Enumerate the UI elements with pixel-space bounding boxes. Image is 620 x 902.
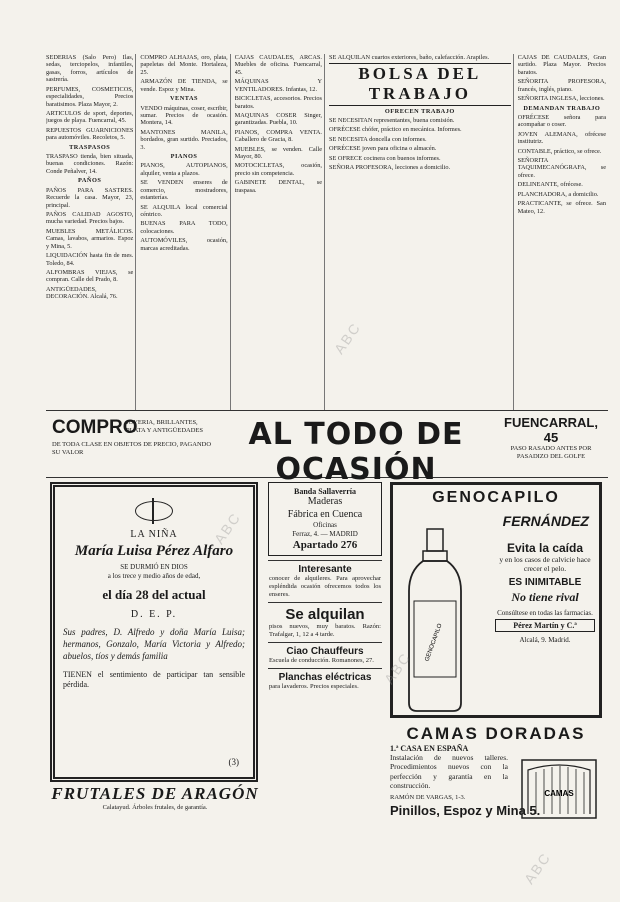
classified-ad: SE VENDEN enseres de comercio, mostradores, estanterías.	[140, 179, 228, 202]
alquilan-body: pisos nuevos, muy baratos. Razón: Trafalgar, 1, 12 a 4 tarde.	[269, 622, 381, 638]
compro-ad	[52, 417, 212, 457]
classified-ad: LIQUIDACIÓN hasta fin de mes. Toledo, 84.	[46, 252, 134, 267]
fuencarral-address	[498, 415, 604, 461]
genocapilo-r3: ES INIMITABLE	[508, 576, 582, 588]
frutales-subtitle: Calatayud. Árboles frutales, de garantía.	[102, 804, 208, 811]
maderas-fabrica: Fábrica en Cuenca	[287, 508, 363, 520]
genocapilo-text	[495, 541, 595, 645]
bed-label: CAMAS	[544, 789, 574, 798]
maderas-title: Maderas	[307, 496, 343, 507]
planchas-title: Planchas eléctricas	[278, 672, 372, 684]
camas-body: Instalación de nuevos talleres. Procedimientos nuevos con la perfección y garantía en la construcción.	[390, 753, 508, 791]
alquilan-title: Se alquilan	[285, 605, 365, 623]
classified-column-2	[140, 54, 230, 410]
camas-doradas-ad	[390, 724, 602, 894]
maderas-address: Ferraz, 4. — MADRID	[292, 529, 358, 538]
genocapilo-brand2: FERNÁNDEZ	[502, 513, 589, 529]
classified-ad: BICICLETAS, accesorios. Precios baratos.	[234, 95, 322, 110]
genocapilo-r4: No tiene rival	[511, 589, 579, 604]
classified-ad: OFRÉCESE joven para oficina o almacén.	[329, 145, 437, 153]
maderas-oficinas: Oficinas	[313, 521, 337, 529]
todo-de-ocasion-title: AL TODO DE OCASIÓN	[248, 417, 464, 487]
classified-ad: JOVEN ALEMANA, ofrécese institutriz.	[517, 130, 606, 146]
classified-ad: CAJAS CAUDALES, ARCAS. Muebles de oficina. Fuencarral, 45.	[234, 54, 322, 76]
frutales-title: FRUTALES DE ARAGÓN	[51, 784, 259, 803]
alquilan-ad	[268, 602, 382, 642]
classified-ad: PIANOS, AUTOPIANOS, alquiler, venta a plazos.	[140, 162, 228, 177]
camas-foot: RAMÓN DE VARGAS, 1-3.	[390, 793, 466, 801]
classified-ad: OFRÉCESE señora para acompañar o coser.	[517, 113, 606, 129]
genocapilo-r7: Alcalá, 9. Madrid.	[519, 636, 571, 645]
planchas-ad	[268, 668, 382, 694]
classified-ad: SE ALQUILA local comercial céntrico.	[140, 203, 228, 219]
compro-subtitle: DE TODA CLASE EN OBJETOS DE PRECIO, PAGANDO SU VALOR	[52, 441, 212, 456]
classified-ad: PAÑOS PARA SASTRES. Recuerde la casa. Mayor, 23, principal.	[46, 186, 134, 209]
classified-ad: ARTICULOS de sport, deportes, juegos de playa. Fuencarral, 45.	[46, 109, 134, 125]
classified-ad: BUENAS PARA TODO, colocaciones.	[140, 220, 228, 235]
classified-heading: PAÑOS	[77, 177, 102, 185]
cross-emblem-icon	[135, 501, 173, 521]
genocapilo-r2: y en los casos de calvicie hace crecer el pelo.	[499, 555, 591, 574]
classified-ad: SEÑORITA INGLESA, lecciones.	[517, 95, 605, 103]
classified-ad: TRASPASO tienda, bien situada, buenas condiciones. Razón: Conde Peñalver, 14.	[46, 153, 134, 175]
bolsa-del-trabajo-heading: BOLSA DEL TRABAJO	[329, 63, 511, 105]
frutales-ad	[48, 784, 262, 811]
obituary-rip: D. E. P.	[130, 608, 178, 620]
maderas-company: Banda Sallaverría	[293, 487, 356, 496]
classified-ad: MOTOCICLETAS, ocasión, precio sin competencia.	[234, 162, 322, 177]
chauffeurs-title: Ciao Chauffeurs	[286, 646, 364, 658]
abc-watermark: ABC	[380, 649, 414, 687]
classified-ad: SEÑORITA TAQUIMECANÓGRAFA, se ofrece.	[517, 157, 606, 179]
classified-ad: SE NECESITAN representantes, buena comisión.	[329, 116, 455, 124]
obituary-name: María Luisa Pérez Alfaro	[74, 543, 234, 559]
obituary-text1: SE DURMIÓ EN DIOS	[120, 563, 188, 571]
classified-column-1	[46, 54, 136, 410]
chauffeurs-body: Escuela de conducción. Romanones, 27.	[269, 657, 374, 665]
classified-ad: PRACTICANTE, se ofrece. San Mateo, 12.	[517, 200, 606, 215]
classified-ad: OFRÉCESE chófer, práctico en mecánica. Informes.	[329, 126, 462, 134]
bottle-icon	[405, 527, 465, 713]
classified-ad: SE ALQUILAN cuartos exteriores, baño, calefacción. Arapiles.	[329, 54, 490, 61]
obituary-tienen: TIENEN el sentimiento de participar tan sensible pérdida.	[63, 669, 245, 690]
genocapilo-ad	[390, 482, 602, 718]
obituary-date: el día 28 del actual	[102, 586, 206, 602]
classified-ad: ARMAZÓN DE TIENDA, se vende. Espoz y Mina.	[140, 78, 228, 93]
maderas-apartado: Apartado 276	[292, 538, 358, 551]
classified-ad: CAJAS DE CAUDALES, Gran surtido. Plaza Mayor. Precios baratos.	[517, 54, 606, 76]
classified-ad: SEÑORITA PROFESORA, francés, inglés, piano.	[517, 78, 606, 93]
classified-column-4	[329, 54, 514, 410]
fuencarral-subtitle: PASO RASADO ANTES POR PASADIZO DEL GOLFE	[510, 445, 592, 460]
classified-heading: TRASPASOS	[69, 143, 111, 151]
genocapilo-r6: Pérez Martín y C.ª	[495, 619, 595, 632]
genocapilo-brand: GENOCAPILO	[432, 489, 560, 506]
classified-ad: GABINETE DENTAL, se traspasa.	[234, 179, 322, 194]
classified-column-3	[235, 54, 325, 410]
classified-ad: AUTOMÓVILES, ocasión, marcas acreditadas.	[140, 237, 228, 252]
classified-heading: VENTAS	[169, 95, 199, 103]
obituary-la: LA NIÑA	[130, 529, 178, 540]
classified-ad: PAÑOS CALIDAD AGOSTO, mucha variedad. Precios bajos.	[46, 211, 134, 226]
classified-ad: ALFOMBRAS VIEJAS, se compran. Calle del Prado, 8.	[46, 268, 134, 284]
interesante-title: Interesante	[298, 563, 352, 575]
chauffeurs-ad	[268, 642, 382, 668]
classified-ad: MÁQUINAS Y VENTILADORES. Infantas, 12.	[234, 78, 322, 93]
obituary-family: Sus padres, D. Alfredo y doña María Luisa; hermanos, Gonzalo, María Victoria y Alfredo; abuelos, tíos y demás familia	[63, 626, 245, 661]
genocapilo-r1: Evita la caída	[506, 541, 584, 555]
classified-ad: SEÑORA PROFESORA, lecciones a domicilio.	[329, 164, 451, 172]
classified-ad: SE OFRECE cocinera con buenos informes.	[329, 154, 441, 162]
abc-watermark: ABC	[210, 509, 244, 547]
classified-ad: MANTONES MANILA, bordados, gran surtido. Preciados, 3.	[140, 128, 228, 151]
fuencarral-title: FUENCARRAL, 45	[504, 415, 598, 445]
obituary-text2: a los trece y medio años de edad,	[107, 571, 201, 580]
planchas-body: para lavaderos. Precios especiales.	[269, 683, 359, 691]
compro-items: JOYERIA, BRILLANTES, PLATA Y ANTIGÜEDADES	[126, 419, 203, 434]
interesante-ad	[268, 560, 382, 602]
compro-title: COMPRO	[52, 417, 138, 438]
classified-ad: VENDO máquinas, coser, escribir, sumar. Precios de ocasión. Montera, 14.	[140, 104, 228, 127]
camas-title: CAMAS DORADAS	[406, 724, 586, 743]
classified-ad: ANTIGÜEDADES, DECORACIÓN. Alcalá, 76.	[46, 285, 118, 301]
abc-watermark: ABC	[520, 849, 554, 887]
classified-heading: OFRECEN TRABAJO	[384, 107, 455, 115]
abc-watermark: ABC	[330, 319, 364, 357]
classifieds-section	[46, 54, 608, 410]
interesante-body: conocer de alquileres. Para aprovechar espléndida ocasión ofrecemos todos los enseres.	[269, 574, 381, 598]
classified-ad: COMPRO ALHAJAS, oro, plata, papeletas del Monte. Hortaleza, 25.	[140, 54, 228, 76]
classified-ad: MUEBLES METÁLICOS. Camas, lavabos, armarios. Espoz y Mina, 5.	[46, 227, 134, 250]
bed-icon	[518, 756, 600, 826]
classified-ad: PIANOS, COMPRA VENTA. Caballero de Gracia, 8.	[234, 128, 322, 144]
classified-ad: MUEBLES, se venden. Calle Mayor, 80.	[234, 145, 322, 161]
obituary-number: (3)	[228, 757, 239, 767]
pinillos-address: Pinillos, Espoz y Mina 5.	[390, 802, 541, 818]
classified-ad: SEDERIAS (Salo Pero) Ilas, sedas, terciopelos, infantiles, gasas, forros, artículos de sastrería.	[46, 54, 134, 84]
classified-ad: SE NECESITA doncella con informes.	[329, 135, 427, 143]
classified-heading: DEMANDAN TRABAJO	[523, 104, 601, 112]
classified-ad: PLANCHADORA, a domicilio.	[517, 190, 599, 198]
classified-ad: DELINEANTE, ofrécese.	[517, 181, 583, 189]
classified-ad: REPUESTOS GUARNICIONES para automóviles. Recoletos, 5.	[46, 126, 134, 142]
classified-ad: CONTABLE, práctico, se ofrece.	[517, 147, 602, 155]
classified-ad: PERFUMES, COSMETICOS, especialidades, Precios baratisimos. Plaza Mayor, 2.	[46, 85, 134, 108]
classified-ad: MAQUINAS COSER Singer, garantizadas. Puebla, 10.	[234, 111, 322, 127]
classified-heading: PIANOS	[170, 153, 198, 161]
maderas-ad	[268, 482, 382, 556]
middle-ads-column	[268, 482, 382, 890]
genocapilo-r5: Consúltese en todas las farmacias.	[497, 608, 593, 617]
camas-subtitle: 1.ª CASA EN ESPAÑA	[390, 744, 469, 753]
bottle-label: GENOCAPILO	[424, 622, 444, 663]
classified-column-5	[518, 54, 608, 410]
banner-ad	[46, 410, 608, 487]
